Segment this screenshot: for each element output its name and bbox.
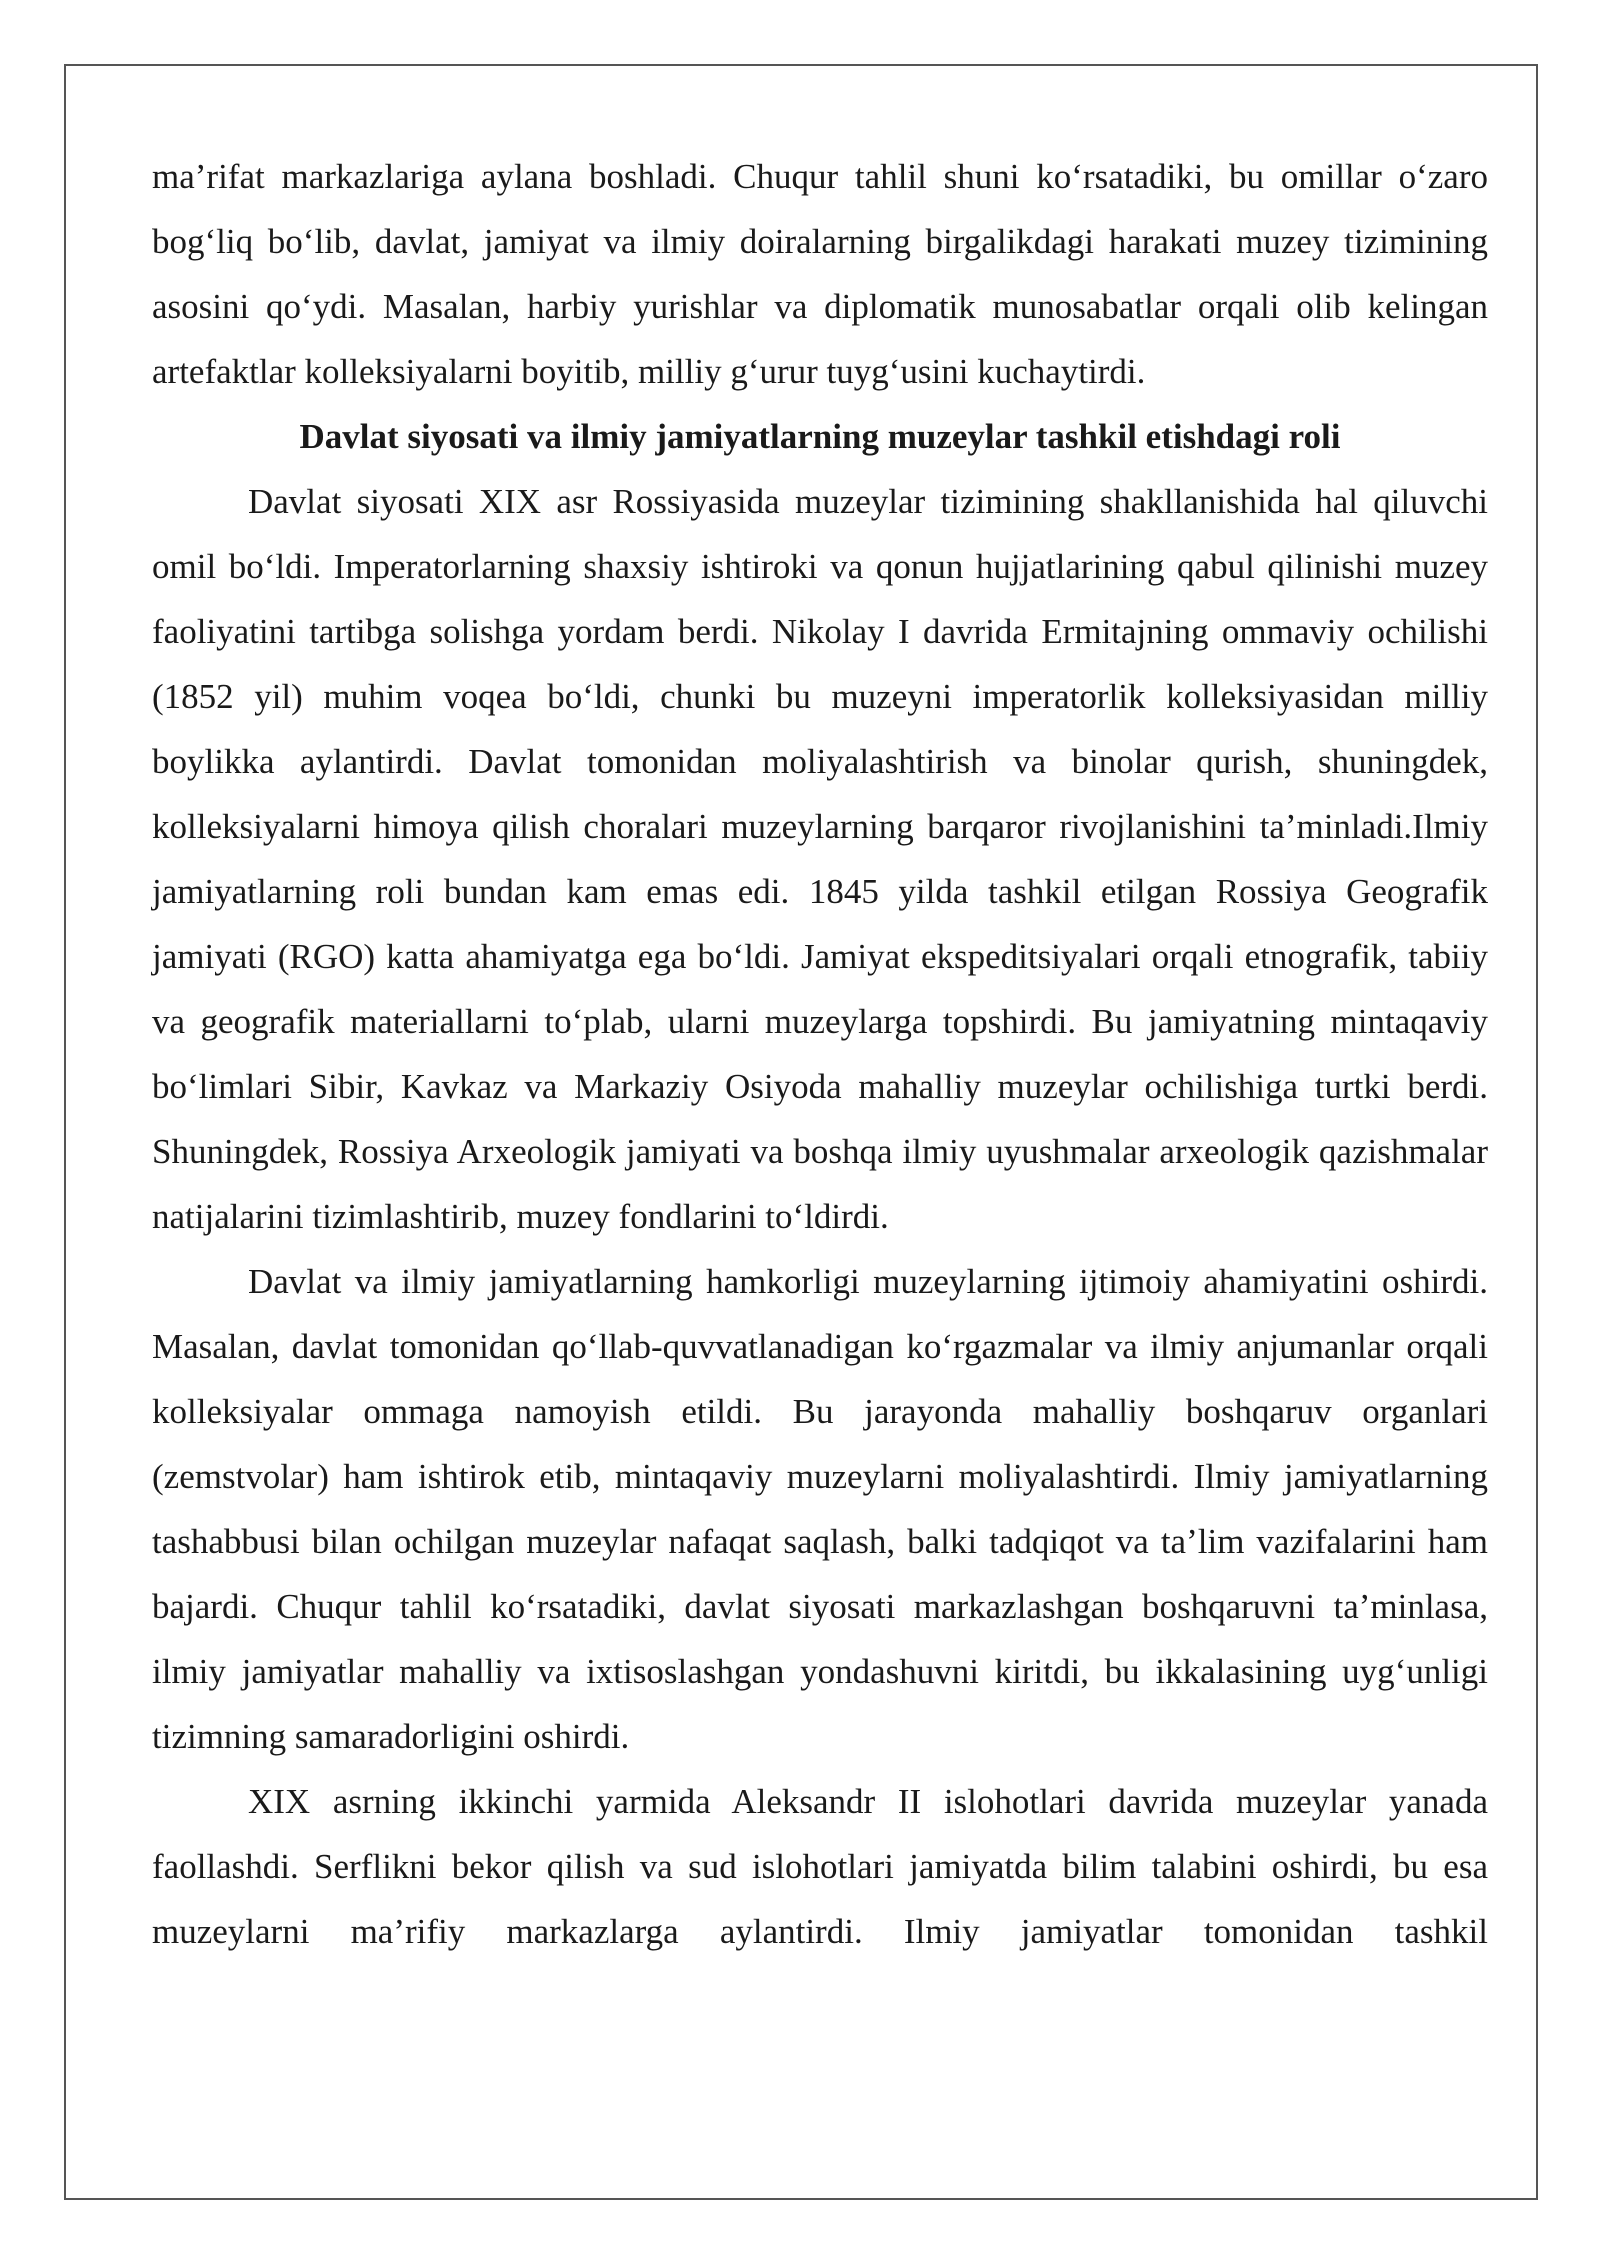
section-heading: Davlat siyosati va ilmiy jamiyatlarning muzeylar tashkil etishdagi roli: [299, 417, 1341, 456]
page-content: [152, 144, 1488, 1964]
paragraph-4: XIX asrning ikkinchi yarmida Aleksandr II islohotlari davrida muzeylar yanada faollashdi. Serflikni bekor qilish va sud islohotlari jamiyatda bilim talabini oshirdi, bu esa muzeylarni ma’rifiy markazlarga aylantirdi. Ilmiy jamiyatlar tomonidan tashkil: [152, 1782, 1488, 1951]
paragraph-2: Davlat siyosati XIX asr Rossiyasida muzeylar tizimining shakllanishida hal qiluvchi omil bo‘ldi. Imperatorlarning shaxsiy ishtiroki va qonun hujjatlarining qabul qilinishi muzey faoliyatini tartibga solishga yordam berdi. Nikolay I davrida Ermitajning ommaviy ochilishi (1852 yil) muhim voqea bo‘ldi, chunki bu muzeyni imperatorlik kolleksiyasidan milliy boylikka aylantirdi. Davlat tomonidan moliyalashtirish va binolar qurish, shuningdek, kolleksiyalarni himoya qilish choralari muzeylarning barqaror rivojlanishini ta’minladi.Ilmiy jamiyatlarning roli bundan kam emas edi. 1845 yilda tashkil etilgan Rossiya Geografik jamiyati (RGO) katta ahamiyatga ega bo‘ldi. Jamiyat ekspeditsiyalari orqali etnografik, tabiiy va geografik materiallarni to‘plab, ularni muzeylarga topshirdi. Bu jamiyatning mintaqaviy bo‘limlari Sibir, Kavkaz va Markaziy Osiyoda mahalliy muzeylar ochilishiga turtki berdi. Shuningdek, Rossiya Arxeologik jamiyati va boshqa ilmiy uyushmalar arxeologik qazishmalar natijalarini tizimlashtirib, muzey fondlarini to‘ldirdi.: [152, 482, 1488, 1236]
paragraph-3: Davlat va ilmiy jamiyatlarning hamkorligi muzeylarning ijtimoiy ahamiyatini oshirdi. Masalan, davlat tomonidan qo‘llab-quvvatlanadigan ko‘rgazmalar va ilmiy anjumanlar orqali kolleksiyalar ommaga namoyish etildi. Bu jarayonda mahalliy boshqaruv organlari (zemstvolar) ham ishtirok etib, mintaqaviy muzeylarni moliyalashtirdi. Ilmiy jamiyatlarning tashabbusi bilan ochilgan muzeylar nafaqat saqlash, balki tadqiqot va ta’lim vazifalarini ham bajardi. Chuqur tahlil ko‘rsatadiki, davlat siyosati markazlashgan boshqaruvni ta’minlasa, ilmiy jamiyatlar mahalliy va ixtisoslashgan yondashuvni kiritdi, bu ikkalasining uyg‘unligi tizimning samaradorligini oshirdi.: [152, 1262, 1488, 1756]
paragraph-1: ma’rifat markazlariga aylana boshladi. Chuqur tahlil shuni ko‘rsatadiki, bu omillar o‘zaro bog‘liq bo‘lib, davlat, jamiyat va ilmiy doiralarning birgalikdagi harakati muzey tizimining asosini qo‘ydi. Masalan, harbiy yurishlar va diplomatik munosabatlar orqali olib kelingan artefaktlar kolleksiyalarni boyitib, milliy g‘urur tuyg‘usini kuchaytirdi.: [152, 157, 1488, 391]
